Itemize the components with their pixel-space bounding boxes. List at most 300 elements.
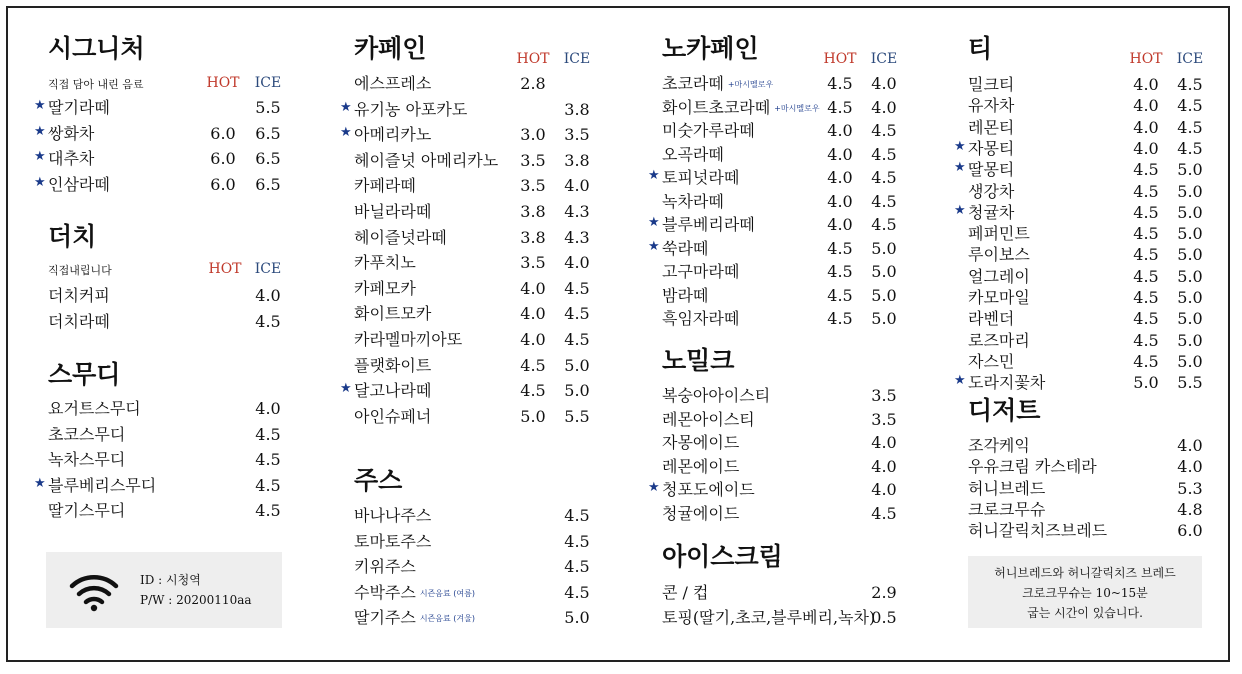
menu-item	[968, 435, 1204, 457]
wifi-id: ID : 시청역	[140, 573, 201, 587]
menu-item-name	[968, 95, 1014, 117]
menu-item-name	[968, 330, 1030, 352]
hot-price: 4.5	[520, 381, 546, 401]
hot-price: 3.8	[520, 227, 546, 247]
menu-item	[34, 97, 284, 119]
ice-price: 3.5	[564, 125, 590, 145]
hot-header: HOT	[1129, 51, 1163, 67]
price: 0.5	[871, 608, 897, 627]
price: 4.5	[564, 531, 590, 551]
menu-item-name	[354, 252, 416, 274]
menu-item-name	[354, 556, 416, 578]
hot-price: 4.0	[827, 121, 853, 140]
menu-item-name	[662, 607, 875, 629]
hot-price: 4.0	[827, 215, 853, 234]
menu-item-name	[662, 144, 724, 166]
menu-item-name	[968, 351, 1014, 373]
section-title: 스무디	[48, 360, 121, 389]
menu-item-name	[354, 150, 498, 172]
wifi-info-box	[46, 552, 282, 628]
menu-item	[662, 120, 902, 142]
hot-price: 4.5	[827, 285, 853, 305]
section-subtitle: 직접내립니다	[48, 264, 112, 277]
menu-item	[968, 223, 1204, 245]
menu-item	[968, 74, 1204, 96]
menu-item-label: 토마토주스	[354, 531, 432, 551]
menu-item	[48, 500, 284, 522]
menu-item	[662, 73, 902, 95]
menu-item-label: 생강차	[968, 181, 1015, 201]
ice-price: 5.0	[871, 309, 897, 328]
section-title: 더치	[48, 222, 97, 251]
ice-price: 5.0	[1177, 160, 1203, 180]
price: 4.0	[871, 456, 897, 476]
menu-item-label: 레몬아이스티	[662, 409, 755, 429]
menu-item-name	[354, 582, 475, 605]
ice-header: ICE	[254, 75, 282, 91]
menu-item-label: 오곡라떼	[662, 144, 724, 164]
star-icon: ★	[34, 98, 46, 113]
price: 4.0	[871, 480, 897, 499]
hot-price: 4.5	[827, 238, 853, 258]
ice-price: 5.0	[1177, 288, 1203, 307]
menu-item-name	[354, 124, 431, 146]
menu-item-name	[968, 287, 1030, 309]
ice-price: 4.5	[871, 215, 897, 234]
menu-item-label: 복숭아아이스티	[662, 386, 771, 405]
hot-price: 4.5	[1133, 224, 1159, 244]
menu-item-label: 자스민	[968, 351, 1015, 371]
menu-item-label: 밀크티	[968, 75, 1015, 94]
menu-item-name	[662, 97, 820, 120]
price: 4.0	[1177, 436, 1203, 455]
menu-item	[354, 227, 594, 249]
menu-item	[354, 355, 594, 377]
menu-item	[662, 432, 902, 454]
menu-item-label: 고구마라떼	[662, 262, 740, 281]
menu-item-name	[968, 181, 1014, 203]
menu-item-label: 카푸치노	[354, 253, 416, 273]
ice-price: 5.0	[1177, 330, 1203, 350]
menu-item-label: 블루베리스무디	[48, 475, 157, 495]
ice-price: 5.5	[564, 406, 590, 426]
menu-item	[340, 124, 594, 146]
menu-item-label: 요거트스무디	[48, 399, 141, 418]
menu-item	[968, 117, 1204, 139]
menu-item-name	[968, 456, 1097, 478]
menu-item	[648, 238, 902, 260]
ice-price: 4.5	[1177, 117, 1203, 137]
ice-price: 4.5	[255, 450, 281, 469]
menu-item-name	[662, 385, 770, 407]
menu-item	[354, 556, 594, 578]
menu-item-label: 토핑(딸기,초코,블루베리,녹차)	[662, 608, 876, 627]
menu-item-name	[354, 531, 431, 553]
ice-price: 4.5	[1177, 96, 1203, 116]
menu-item	[340, 380, 594, 402]
ice-price: 5.0	[1177, 202, 1203, 222]
ice-price: 4.5	[871, 121, 897, 140]
menu-item-label: 우유크림 카스테라	[968, 457, 1097, 477]
menu-item	[662, 285, 902, 307]
star-icon: ★	[34, 123, 46, 139]
menu-item-label: 카페라떼	[354, 176, 416, 196]
menu-item-name	[968, 159, 1014, 181]
ice-price: 5.0	[1177, 181, 1203, 201]
menu-item-name	[48, 500, 125, 522]
star-icon: ★	[340, 99, 352, 115]
price: 4.8	[1177, 499, 1203, 519]
hot-price: 4.5	[827, 74, 853, 93]
menu-item-label: 카모마일	[968, 288, 1030, 307]
price: 4.0	[1177, 457, 1203, 477]
menu-item-label: 토피넛라떼	[662, 168, 740, 187]
menu-item-label: 콘 / 컵	[662, 583, 709, 602]
hot-price: 2.8	[520, 74, 546, 93]
menu-item-name	[968, 266, 1030, 288]
ice-price: 4.5	[871, 168, 897, 187]
ice-price: 4.5	[1177, 138, 1203, 158]
menu-item-name	[662, 285, 708, 307]
menu-item-label: 크로크무슈	[968, 499, 1046, 519]
menu-item-name	[354, 303, 431, 325]
menu-item	[48, 424, 284, 446]
menu-item-label: 헤이즐넛라떼	[354, 227, 447, 247]
menu-item-label: 카라멜마끼아또	[354, 330, 463, 349]
ice-price: 5.0	[871, 238, 897, 258]
star-icon: ★	[340, 125, 352, 141]
ice-price: 4.0	[871, 97, 897, 117]
ice-price: 3.8	[564, 150, 590, 170]
menu-item	[354, 303, 594, 325]
menu-item	[354, 505, 594, 527]
menu-item-label: 키위주스	[354, 557, 416, 576]
menu-item-label: 인삼라떼	[48, 174, 110, 194]
menu-item-label: 블루베리라떼	[662, 215, 755, 234]
menu-item	[968, 181, 1204, 203]
menu-item-name	[662, 191, 724, 213]
menu-item-name	[354, 278, 416, 300]
note-line-3: 굽는 시간이 있습니다.	[1027, 606, 1143, 620]
menu-item-name	[662, 214, 755, 236]
menu-item-label: 루이보스	[968, 245, 1030, 265]
ice-price: 4.5	[564, 278, 590, 298]
star-icon: ★	[648, 215, 660, 230]
menu-item	[662, 503, 902, 525]
menu-item	[354, 406, 594, 428]
menu-item-name	[662, 503, 739, 525]
menu-item	[648, 479, 902, 501]
menu-item-name	[354, 355, 431, 377]
menu-item-name	[354, 73, 431, 95]
ice-price: 5.0	[1177, 309, 1203, 329]
hot-price: 4.0	[827, 191, 853, 211]
menu-item-label: 화이트모카	[354, 304, 432, 324]
menu-item-name	[968, 117, 1014, 139]
menu-item	[354, 531, 594, 553]
menu-item	[954, 159, 1204, 181]
hot-price: 4.0	[827, 168, 853, 187]
menu-item	[340, 99, 594, 121]
menu-item-label: 달고나라떼	[354, 381, 432, 401]
menu-item-label: 미숫가루라떼	[662, 121, 755, 140]
menu-item-name	[354, 175, 416, 197]
ice-header: ICE	[254, 261, 282, 277]
price: 4.5	[564, 557, 590, 576]
menu-item	[48, 285, 284, 307]
menu-item-label: 로즈마리	[968, 330, 1030, 350]
menu-item-label: 조각케익	[968, 436, 1030, 455]
menu-item-name	[354, 607, 475, 630]
ice-price: 5.0	[564, 381, 590, 401]
hot-price: 3.5	[520, 150, 546, 170]
menu-item-name	[662, 409, 755, 431]
section-title: 시그니처	[48, 34, 145, 63]
menu-item-note: +마시멜로우	[774, 103, 820, 113]
menu-item-label: 수박주스	[354, 582, 416, 602]
menu-item	[48, 449, 284, 471]
menu-item-label: 레몬티	[968, 117, 1015, 137]
menu-item	[354, 73, 594, 95]
menu-item	[968, 499, 1204, 521]
menu-item	[662, 582, 902, 604]
hot-header: HOT	[208, 261, 242, 277]
menu-item-label: 딸기라떼	[48, 98, 110, 117]
section-subtitle: 직접 담아 내린 음료	[48, 78, 144, 91]
star-icon: ★	[954, 373, 966, 389]
hot-price: 4.5	[1133, 309, 1159, 329]
price: 4.5	[564, 506, 590, 525]
menu-item-label: 청귤에이드	[662, 503, 740, 523]
menu-item-name	[48, 174, 110, 196]
menu-item-note: 시즌음료 (여름)	[419, 588, 475, 598]
menu-item-note: +마시멜로우	[727, 80, 774, 89]
ice-price: 6.5	[255, 174, 281, 194]
menu-item-name	[354, 406, 431, 428]
menu-item-label: 자몽티	[968, 138, 1015, 158]
menu-item-name	[354, 380, 431, 402]
section-title: 아이스크림	[662, 542, 783, 571]
hot-price: 4.0	[827, 144, 853, 164]
menu-item-label: 아인슈페너	[354, 406, 432, 426]
menu-item	[34, 148, 284, 170]
menu-item	[662, 456, 902, 478]
hot-price: 6.0	[210, 123, 236, 143]
ice-price: 4.0	[564, 253, 590, 273]
menu-item-label: 에스프레소	[354, 74, 432, 93]
hot-price: 3.0	[520, 125, 546, 145]
menu-item-label: 더치커피	[48, 286, 110, 305]
menu-item-name	[48, 311, 110, 333]
hot-price: 4.5	[1133, 288, 1159, 307]
star-icon: ★	[34, 174, 46, 190]
hot-price: 4.5	[1133, 330, 1159, 350]
menu-item	[968, 456, 1204, 478]
menu-item-name	[48, 123, 94, 145]
price: 4.5	[871, 503, 897, 523]
menu-item-label: 허니갈릭치즈브레드	[968, 521, 1108, 541]
hot-price: 4.5	[1133, 266, 1159, 286]
ice-header: ICE	[1176, 51, 1204, 67]
bake-time-note	[968, 556, 1202, 628]
menu-item	[968, 287, 1204, 309]
hot-price: 4.0	[520, 278, 546, 298]
hot-price: 4.0	[1133, 96, 1159, 116]
star-icon: ★	[34, 475, 46, 491]
menu-item	[954, 372, 1204, 394]
menu-item-label: 자몽에이드	[662, 433, 740, 452]
star-icon: ★	[954, 138, 966, 154]
star-icon: ★	[648, 168, 660, 183]
menu-item-label: 페퍼민트	[968, 224, 1030, 244]
menu-item	[968, 244, 1204, 266]
ice-price: 4.0	[871, 74, 897, 93]
menu-item-label: 유기농 아포카도	[354, 99, 468, 119]
ice-price: 4.5	[255, 475, 281, 495]
menu-item	[354, 201, 594, 223]
menu-item-label: 플랫화이트	[354, 355, 432, 375]
menu-item-name	[354, 227, 447, 249]
hot-price: 4.5	[1133, 202, 1159, 222]
menu-item-name	[968, 74, 1014, 96]
menu-item	[968, 478, 1204, 500]
ice-price: 5.0	[871, 262, 897, 281]
hot-price: 4.5	[1133, 351, 1159, 371]
star-icon: ★	[34, 149, 46, 164]
hot-header: HOT	[823, 51, 857, 67]
star-icon: ★	[954, 202, 966, 218]
menu-item	[968, 520, 1204, 542]
hot-price: 3.8	[520, 202, 546, 221]
ice-header: ICE	[563, 51, 591, 67]
menu-item	[354, 150, 594, 172]
star-icon: ★	[340, 381, 352, 397]
section-title: 주스	[354, 466, 403, 495]
menu-item	[968, 330, 1204, 352]
menu-item-name	[662, 308, 739, 330]
ice-price: 5.0	[871, 285, 897, 305]
hot-price: 5.0	[1133, 373, 1159, 393]
menu-item-label: 라벤더	[968, 309, 1015, 329]
menu-item-label: 유자차	[968, 96, 1015, 116]
hot-price: 4.5	[1133, 160, 1159, 180]
menu-item-label: 쌍화차	[48, 123, 95, 143]
menu-item-name	[354, 505, 431, 527]
ice-price: 5.5	[255, 98, 281, 117]
hot-header: HOT	[206, 75, 240, 91]
ice-price: 4.0	[255, 286, 281, 305]
menu-item	[48, 398, 284, 420]
menu-item	[354, 607, 594, 629]
hot-price: 4.0	[520, 330, 546, 349]
menu-item-label: 헤이즐넛 아메리카노	[354, 150, 499, 170]
menu-item-label: 흑임자라떼	[662, 309, 740, 328]
menu-item-name	[968, 308, 1014, 330]
ice-price: 3.8	[564, 99, 590, 119]
ice-header: ICE	[870, 51, 898, 67]
menu-item	[48, 311, 284, 333]
menu-item-label: 딸기스무디	[48, 501, 126, 520]
menu-item	[662, 191, 902, 213]
menu-item	[968, 351, 1204, 373]
ice-price: 4.5	[564, 304, 590, 324]
star-icon: ★	[954, 160, 966, 176]
menu-item-label: 초코라떼	[662, 74, 724, 93]
menu-item-name	[48, 285, 110, 307]
menu-item-label: 청귤차	[968, 202, 1015, 222]
menu-item-name	[662, 582, 708, 604]
menu-item	[662, 607, 902, 629]
menu-item-name	[354, 201, 431, 223]
menu-item	[954, 202, 1204, 224]
hot-price: 3.5	[520, 253, 546, 273]
menu-item-name	[48, 424, 125, 446]
ice-price: 4.0	[564, 176, 590, 196]
ice-price: 5.0	[1177, 245, 1203, 265]
menu-item-name	[48, 449, 125, 471]
menu-item-name	[968, 372, 1045, 394]
menu-item	[662, 385, 902, 407]
menu-item-name	[48, 475, 156, 497]
menu-item-label: 화이트초코라떼	[662, 97, 771, 117]
menu-item-name	[968, 499, 1045, 521]
menu-item-label: 초코스무디	[48, 424, 126, 444]
menu-item	[662, 308, 902, 330]
hot-price: 6.0	[210, 149, 236, 168]
star-icon: ★	[648, 480, 660, 495]
menu-item-name	[662, 456, 739, 478]
ice-price: 4.0	[255, 399, 281, 418]
price: 4.0	[871, 433, 897, 452]
wifi-password: P/W : 20200110aa	[140, 593, 252, 607]
menu-item	[34, 174, 284, 196]
hot-price: 4.5	[827, 97, 853, 117]
menu-item	[662, 409, 902, 431]
menu-item-label: 딸기주스	[354, 608, 416, 627]
menu-item-label: 대추차	[48, 149, 95, 168]
hot-price: 4.5	[1133, 245, 1159, 265]
hot-price: 4.5	[827, 262, 853, 281]
menu-item-name	[48, 398, 141, 420]
ice-price: 4.3	[564, 202, 590, 221]
menu-item-label: 밤라떼	[662, 285, 709, 305]
hot-header: HOT	[516, 51, 550, 67]
hot-price: 4.0	[1133, 75, 1159, 94]
menu-item-label: 청포도에이드	[662, 480, 755, 499]
menu-item-label: 도라지꽃차	[968, 373, 1046, 393]
menu-item-name	[968, 478, 1045, 500]
wifi-icon	[68, 572, 120, 616]
menu-item-label: 아메리카노	[354, 125, 432, 145]
price: 2.9	[871, 583, 897, 602]
menu-item	[354, 278, 594, 300]
ice-price: 4.5	[871, 144, 897, 164]
price: 5.3	[1177, 478, 1203, 498]
hot-price: 4.5	[827, 309, 853, 328]
ice-price: 4.5	[255, 424, 281, 444]
menu-item-label: 녹차라떼	[662, 191, 724, 211]
menu-item-name	[354, 99, 467, 121]
section-title: 노카페인	[662, 34, 759, 63]
section-title: 디저트	[968, 396, 1041, 425]
section-title: 노밀크	[662, 346, 735, 375]
hot-price: 4.0	[1133, 138, 1159, 158]
price: 3.5	[871, 386, 897, 405]
price: 5.0	[564, 608, 590, 627]
menu-item	[968, 95, 1204, 117]
hot-price: 6.0	[210, 174, 236, 194]
menu-item	[968, 266, 1204, 288]
